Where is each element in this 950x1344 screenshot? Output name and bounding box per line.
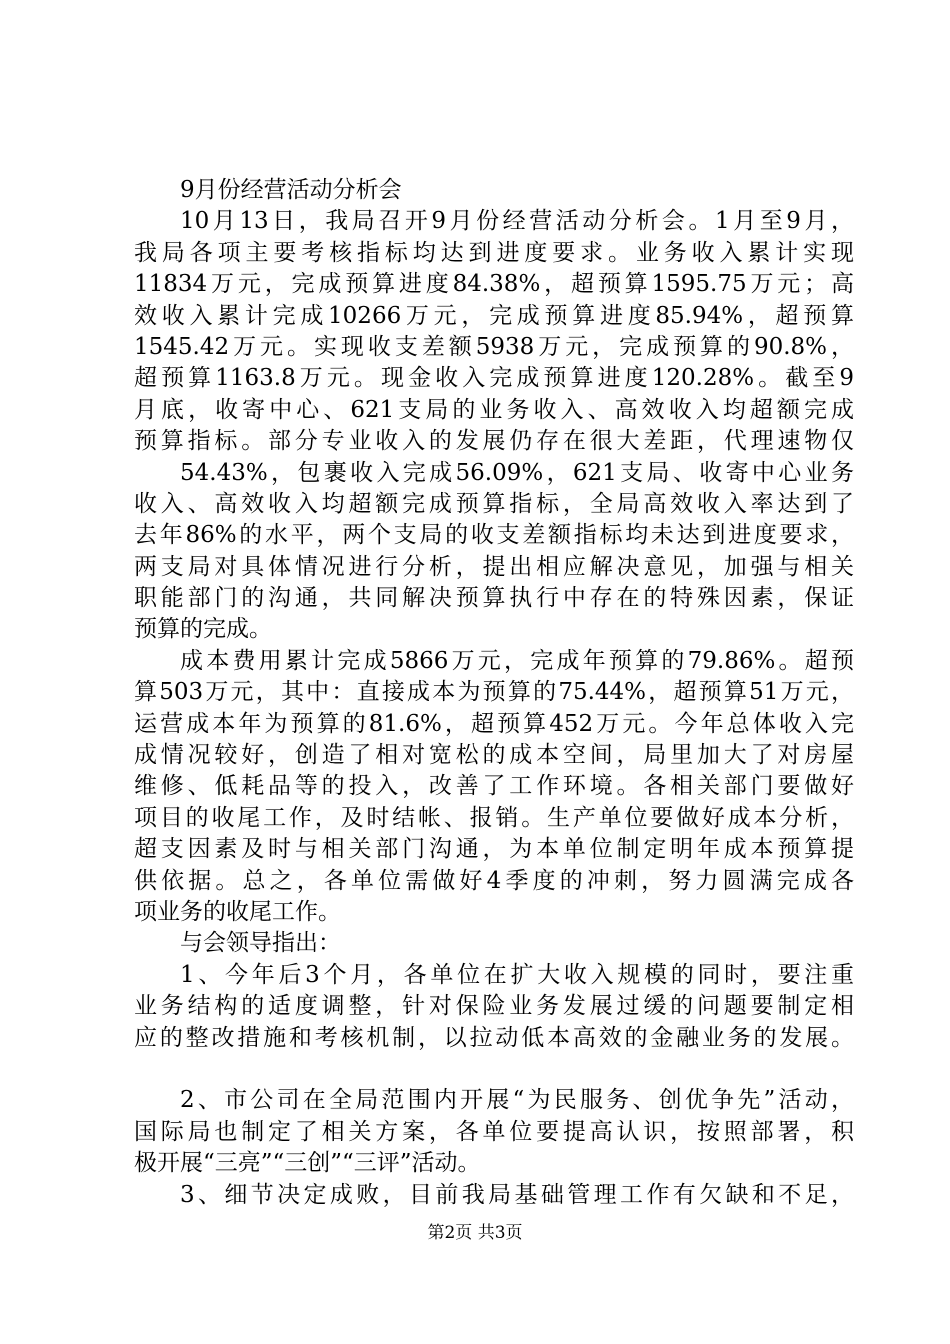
paragraph-line: 职能部门的沟通，共同解决预算执行中存在的特殊因素，保证 <box>134 585 854 612</box>
paragraph-line: 应的整改措施和考核机制，以拉动低本高效的金融业务的发展。 <box>134 1024 854 1051</box>
paragraph-line: 与会领导指出： <box>180 930 341 957</box>
paragraph-line: 国际局也制定了相关方案，各单位要提高认识，按照部署，积 <box>134 1118 854 1145</box>
paragraph-line: 收入、高效收入均超额完成预算指标，全局高效收入率达到了 <box>134 490 854 517</box>
paragraph-line: 10月13日，我局召开9月份经营活动分析会。1月至9月， <box>180 208 854 235</box>
paragraph-line: 1、今年后3个月，各单位在扩大收入规模的同时，要注重 <box>180 961 854 988</box>
paragraph-line: 成本费用累计完成5866万元，完成年预算的79.86%。超预 <box>180 647 854 674</box>
paragraph-line: 1545.42万元。实现收支差额5938万元，完成预算的90.8%， <box>134 333 854 360</box>
paragraph-line: 11834万元，完成预算进度84.38%，超预算1595.75万元；高 <box>134 271 854 298</box>
paragraph-line: 效收入累计完成10266万元，完成预算进度85.94%，超预算 <box>134 302 854 329</box>
paragraph-line: 项业务的收尾工作。 <box>134 898 341 925</box>
paragraph-line: 我局各项主要考核指标均达到进度要求。业务收入累计实现 <box>134 239 854 266</box>
paragraph-gap <box>134 1054 854 1085</box>
paragraph-line: 两支局对具体情况进行分析，提出相应解决意见，加强与相关 <box>134 553 854 580</box>
paragraph-line: 预算的完成。 <box>134 616 272 643</box>
page-footer: 第2页 共3页 <box>427 1223 523 1243</box>
paragraph-line: 供依据。总之，各单位需做好4季度的冲刺，努力圆满完成各 <box>134 867 854 894</box>
paragraph-line: 运营成本年为预算的81.6%，超预算452万元。今年总体收入完 <box>134 710 854 737</box>
paragraph-line: 月底，收寄中心、621支局的业务收入、高效收入均超额完成 <box>134 396 854 423</box>
paragraph-line: 成情况较好，创造了相对宽松的成本空间，局里加大了对房屋 <box>134 742 854 769</box>
paragraph-line: 2、市公司在全局范围内开展“为民服务、创优争先”活动， <box>180 1087 854 1114</box>
paragraph-line: 项目的收尾工作，及时结帐、报销。生产单位要做好成本分析， <box>134 804 854 831</box>
paragraph-line: 超支因素及时与相关部门沟通，为本单位制定明年成本预算提 <box>134 836 854 863</box>
paragraph-line: 3、细节决定成败，目前我局基础管理工作有欠缺和不足， <box>180 1181 854 1208</box>
paragraph-line: 54.43%，包裹收入完成56.09%，621支局、收寄中心业务 <box>180 459 854 486</box>
document-body <box>134 175 854 1211</box>
paragraph-line: 去年86%的水平，两个支局的收支差额指标均未达到进度要求， <box>134 522 854 549</box>
paragraph-line: 超预算1163.8万元。现金收入完成预算进度120.28%。截至9 <box>134 365 854 392</box>
document-title: 9月份经营活动分析会 <box>180 177 402 203</box>
paragraph-line: 维修、低耗品等的投入，改善了工作环境。各相关部门要做好 <box>134 773 854 800</box>
paragraph-line: 业务结构的适度调整，针对保险业务发展过缓的问题要制定相 <box>134 993 854 1020</box>
paragraph-line: 预算指标。部分专业收入的发展仍存在很大差距，代理速物仅 <box>134 428 854 455</box>
paragraph-line: 算503万元，其中：直接成本为预算的75.44%，超预算51万元， <box>134 679 854 706</box>
paragraph-line: 极开展“三亮”“三创”“三评”活动。 <box>134 1150 481 1177</box>
